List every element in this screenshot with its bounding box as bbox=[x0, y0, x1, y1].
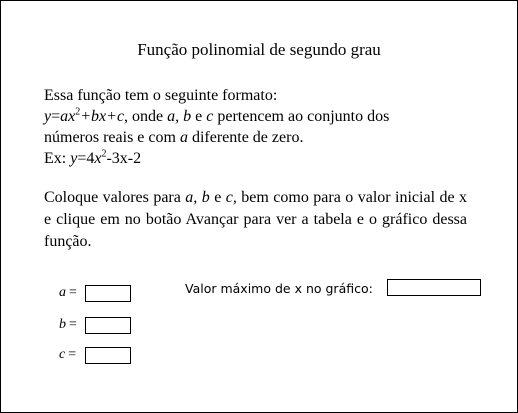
page-title: Função polinomial de segundo grau bbox=[137, 40, 381, 59]
coef-c-var: c bbox=[59, 347, 66, 362]
example-prefix: Ex: bbox=[44, 150, 71, 167]
formula-exponent: 2 bbox=[75, 106, 81, 118]
formula-text-2: pertencem ao conjunto dos bbox=[213, 108, 390, 125]
formula-text-1: , onde bbox=[124, 108, 168, 125]
line3-post: diferente de zero. bbox=[187, 129, 304, 146]
xmax-label: Valor máximo de x no gráfico: bbox=[185, 280, 373, 296]
example-line bbox=[44, 148, 484, 169]
formula-eq: = bbox=[51, 108, 61, 125]
xmax-input[interactable] bbox=[387, 279, 481, 296]
instructions-text bbox=[44, 187, 467, 253]
description-line-2 bbox=[44, 106, 484, 127]
coef-a-eq: = bbox=[69, 285, 77, 300]
coefficient-a-input[interactable] bbox=[85, 285, 131, 302]
instr-post: bem como para o valor inicial de x e clique em no botão Avançar para ver a tabela e o gráfico dessa função. bbox=[44, 189, 468, 250]
instr-var-b: b bbox=[201, 189, 210, 206]
formula-and: e bbox=[191, 108, 207, 125]
example-eq: =4 bbox=[77, 150, 95, 167]
formula-y: y bbox=[44, 108, 52, 125]
description-line-1: Essa função tem o seguinte formato: bbox=[44, 87, 278, 104]
coefficient-a-row bbox=[59, 284, 131, 302]
instr-pre: Coloque valores para bbox=[44, 189, 186, 206]
coefficient-b-label bbox=[59, 317, 85, 333]
line3-pre: números reais e com bbox=[44, 129, 180, 146]
example-y: y bbox=[70, 150, 78, 167]
coefficient-c-input[interactable] bbox=[85, 347, 131, 364]
formula-var-c: c bbox=[206, 108, 214, 125]
formula-ax: ax bbox=[60, 108, 76, 125]
formula-var-b: b bbox=[183, 108, 192, 125]
instr-var-c: c, bbox=[225, 189, 237, 206]
coefficient-c-row bbox=[59, 346, 131, 364]
example-exponent: 2 bbox=[101, 148, 107, 160]
coefficient-a-label bbox=[59, 285, 85, 301]
coef-c-eq: = bbox=[68, 347, 77, 362]
coefficient-c-label bbox=[59, 347, 85, 363]
description-line-3 bbox=[44, 127, 484, 148]
coefficient-b-input[interactable] bbox=[85, 317, 131, 334]
instr-var-a: a, bbox=[185, 189, 198, 206]
coef-b-var: b bbox=[59, 317, 66, 332]
line3-var-a: a bbox=[179, 129, 188, 146]
coef-b-eq: = bbox=[69, 317, 77, 332]
formula-bx-c: +bx+c bbox=[80, 108, 125, 125]
example-rest: -3x-2 bbox=[106, 150, 142, 167]
example-x: x bbox=[94, 150, 102, 167]
formula-var-a: a, bbox=[167, 108, 180, 125]
function-description bbox=[44, 85, 484, 169]
coef-a-var: a bbox=[59, 285, 66, 300]
coefficient-b-row bbox=[59, 316, 131, 334]
instr-and: e bbox=[209, 189, 226, 206]
